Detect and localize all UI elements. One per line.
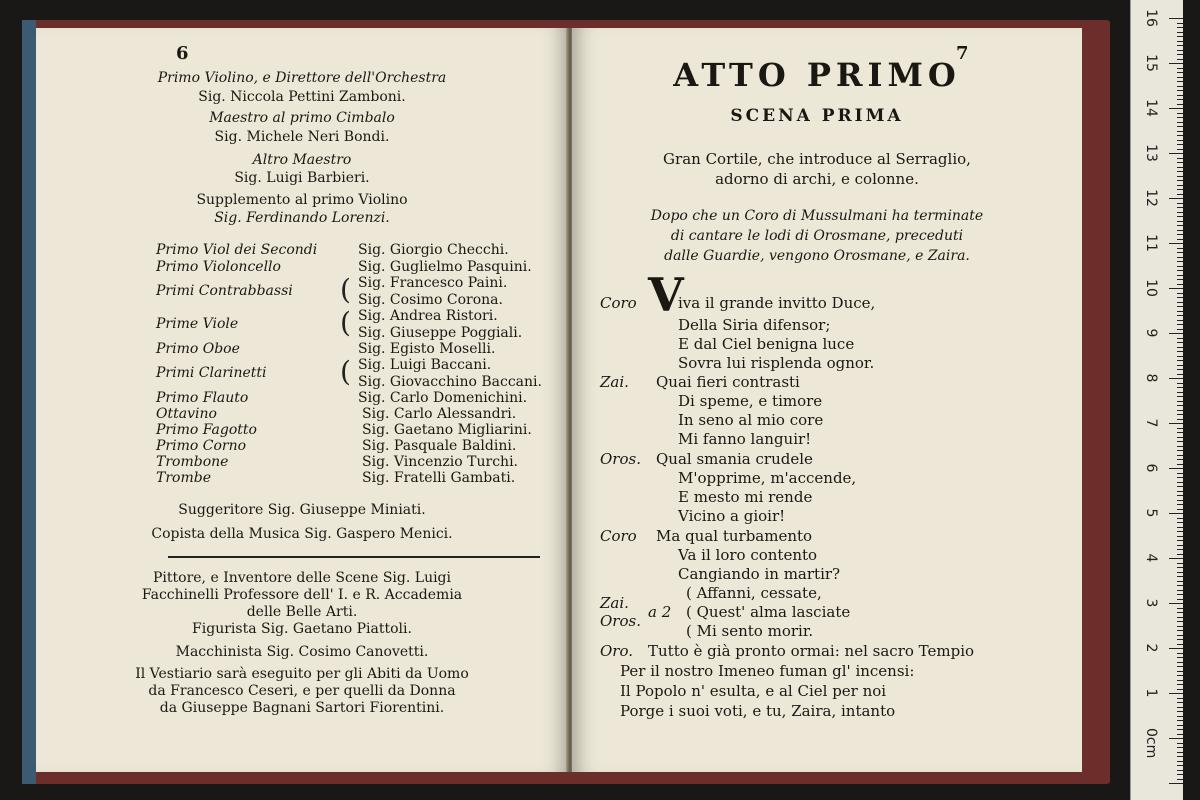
speaker-label: Zai. — [600, 373, 629, 391]
ruler-number: 15 — [1143, 54, 1159, 72]
verse-line: Della Siria difensor; — [678, 316, 831, 334]
ruler-tick — [1177, 135, 1183, 136]
role-label: Primo Flauto — [156, 390, 249, 406]
ruler-tick — [1177, 608, 1183, 609]
drop-cap: V — [648, 268, 684, 322]
ruler-tick — [1177, 131, 1183, 132]
ruler-number: 13 — [1143, 144, 1159, 162]
ruler-tick — [1177, 212, 1183, 213]
closing-line: Porge i suoi voti, e tu, Zaira, intanto — [620, 702, 896, 720]
speaker-label: Oros. — [600, 450, 641, 468]
ruler-tick — [1177, 504, 1183, 505]
ruler-tick — [1177, 383, 1183, 384]
ruler-tick — [1177, 729, 1183, 730]
header-line: Supplemento al primo Violino — [196, 192, 408, 208]
ruler-tick — [1177, 90, 1183, 91]
ruler-tick — [1177, 279, 1183, 280]
ruler-tick — [1177, 162, 1183, 163]
ruler-tick — [1177, 594, 1183, 595]
speaker-label: Coro — [600, 527, 637, 545]
ruler-tick — [1177, 702, 1183, 703]
ruler-tick — [1177, 684, 1183, 685]
verse-line: E dal Ciel benigna luce — [678, 335, 855, 353]
ruler-tick — [1177, 270, 1183, 271]
ruler-tick — [1177, 50, 1183, 51]
ruler-tick — [1177, 77, 1183, 78]
right-page — [572, 28, 1082, 772]
ruler-tick — [1177, 572, 1183, 573]
ruler-tick — [1177, 765, 1183, 766]
verse-line: iva il grande invitto Duce, — [678, 294, 876, 312]
ruler-tick — [1177, 536, 1183, 537]
ruler-tick — [1177, 464, 1183, 465]
closing-line: Per il nostro Imeneo fuman gl' incensi: — [620, 662, 915, 680]
ruler-tick — [1177, 41, 1183, 42]
footer-line: Macchinista Sig. Cosimo Canovetti. — [175, 644, 429, 660]
ruler-tick — [1177, 689, 1183, 690]
ruler-tick — [1177, 311, 1183, 312]
ruler-tick — [1177, 531, 1183, 532]
ruler-tick — [1177, 671, 1183, 672]
ruler-tick — [1177, 774, 1183, 775]
role-name: Sig. Luigi Baccani. — [358, 357, 492, 373]
role-label: Primo Fagotto — [156, 422, 257, 438]
act-title: ATTO PRIMO — [673, 56, 961, 94]
ruler-tick — [1177, 324, 1183, 325]
role-name: Sig. Cosimo Corona. — [358, 292, 503, 308]
role-name: Sig. Gaetano Migliarini. — [362, 422, 532, 438]
role-name: Sig. Vincenzio Turchi. — [362, 454, 518, 470]
book-edge — [22, 20, 36, 784]
role-label: Primo Corno — [156, 438, 247, 454]
ruler-tick — [1177, 216, 1183, 217]
role-label: Prime Viole — [156, 316, 239, 332]
duet-marker: a 2 — [648, 603, 672, 621]
setting-line: Gran Cortile, che introduce al Serraglio, — [663, 150, 971, 168]
ruler-tick — [1177, 410, 1183, 411]
duet-line: ( Affanni, cessate, — [686, 584, 822, 602]
ruler-tick — [1177, 473, 1183, 474]
ruler-tick — [1177, 365, 1183, 366]
ruler-tick — [1177, 239, 1183, 240]
ruler-number: 4 — [1143, 553, 1159, 563]
ruler-tick — [1177, 180, 1183, 181]
ruler-tick — [1177, 698, 1183, 699]
ruler-tick — [1177, 27, 1183, 28]
duet-speaker: Zai. — [600, 594, 629, 612]
ruler-tick — [1177, 549, 1183, 550]
verse-line: Cangiando in martir? — [678, 565, 841, 583]
ruler-tick — [1177, 405, 1183, 406]
ruler-tick — [1177, 189, 1183, 190]
verse-line: M'opprime, m'accende, — [678, 469, 857, 487]
ruler-tick — [1177, 144, 1183, 145]
verse-line: Va il loro contento — [678, 546, 818, 564]
ruler-tick — [1177, 257, 1183, 258]
stage-direction: di cantare le lodi di Orosmane, preceduti — [670, 228, 964, 244]
ruler-tick — [1177, 720, 1183, 721]
ruler-tick — [1177, 680, 1183, 681]
ruler-tick — [1177, 459, 1183, 460]
ruler-tick — [1177, 455, 1183, 456]
ruler-tick — [1177, 509, 1183, 510]
ruler-tick — [1177, 284, 1183, 285]
ruler-tick — [1177, 428, 1183, 429]
ruler-tick — [1177, 149, 1183, 150]
ruler-tick — [1177, 756, 1183, 757]
ruler-tick — [1177, 770, 1183, 771]
ruler-tick — [1169, 288, 1183, 289]
verse-line: Ma qual turbamento — [656, 527, 813, 545]
role-name: Sig. Pasquale Baldini. — [362, 438, 517, 454]
header-line: Sig. Luigi Barbieri. — [234, 170, 370, 186]
measuring-ruler — [1130, 0, 1183, 800]
ruler-tick — [1177, 518, 1183, 519]
ruler-tick — [1177, 527, 1183, 528]
ruler-tick — [1169, 423, 1183, 424]
ruler-tick — [1177, 666, 1183, 667]
ruler-tick — [1177, 360, 1183, 361]
ruler-number: 14 — [1143, 99, 1159, 117]
ruler-tick — [1169, 198, 1183, 199]
role-name: Sig. Carlo Alessandri. — [362, 406, 517, 422]
ruler-tick — [1177, 401, 1183, 402]
ruler-tick — [1169, 63, 1183, 64]
ruler-tick — [1177, 576, 1183, 577]
ruler-tick — [1177, 743, 1183, 744]
ruler-number: 8 — [1143, 373, 1159, 383]
ruler-tick — [1169, 783, 1183, 784]
ruler-tick — [1177, 347, 1183, 348]
ruler-tick — [1177, 396, 1183, 397]
ruler-tick — [1177, 635, 1183, 636]
role-label: Primo Violoncello — [156, 259, 281, 275]
ruler-tick — [1177, 32, 1183, 33]
speaker-label: Coro — [600, 294, 637, 312]
ruler-tick — [1177, 779, 1183, 780]
verse-line: Mi fanno languir! — [678, 430, 812, 448]
ruler-tick — [1177, 707, 1183, 708]
header-line: Altro Maestro — [252, 152, 352, 168]
ruler-tick — [1177, 126, 1183, 127]
ruler-tick — [1169, 603, 1183, 604]
ruler-number: 5 — [1143, 508, 1159, 518]
ruler-tick — [1177, 99, 1183, 100]
ruler-tick — [1169, 558, 1183, 559]
ruler-tick — [1177, 482, 1183, 483]
ruler-tick — [1177, 567, 1183, 568]
ruler-tick — [1177, 117, 1183, 118]
ruler-tick — [1177, 477, 1183, 478]
role-label: Ottavino — [156, 406, 217, 422]
ruler-tick — [1177, 315, 1183, 316]
ruler-tick — [1177, 221, 1183, 222]
verse-line: Quai fieri contrasti — [656, 373, 800, 391]
ruler-number: 16 — [1143, 9, 1159, 27]
ruler-tick — [1177, 158, 1183, 159]
ruler-number: 2 — [1143, 643, 1159, 653]
verse-line: Qual smania crudele — [656, 450, 813, 468]
ruler-tick — [1177, 599, 1183, 600]
ruler-tick — [1177, 563, 1183, 564]
ruler-tick — [1177, 486, 1183, 487]
ruler-tick — [1177, 176, 1183, 177]
left-page — [36, 28, 568, 772]
stage-direction: dalle Guardie, vengono Orosmane, e Zaira. — [664, 248, 970, 264]
verse-line: Sovra lui risplenda ognor. — [678, 354, 875, 372]
ruler-tick — [1169, 378, 1183, 379]
ruler-tick — [1177, 194, 1183, 195]
ruler-tick — [1177, 68, 1183, 69]
page-number: 6 — [176, 43, 189, 64]
ruler-tick — [1177, 581, 1183, 582]
ruler-tick — [1177, 338, 1183, 339]
ruler-tick — [1169, 108, 1183, 109]
role-name: Sig. Fratelli Gambati. — [362, 470, 516, 486]
ruler-tick — [1177, 293, 1183, 294]
ruler-tick — [1177, 351, 1183, 352]
page-number: 7 — [956, 43, 969, 64]
duet-line: ( Mi sento morir. — [686, 622, 814, 640]
ruler-number: 1 — [1143, 688, 1159, 698]
ruler-tick — [1177, 203, 1183, 204]
footer-line: Figurista Sig. Gaetano Piattoli. — [192, 621, 412, 637]
ruler-tick — [1177, 140, 1183, 141]
ruler-tick — [1177, 495, 1183, 496]
ruler-tick — [1177, 414, 1183, 415]
scene-title: SCENA PRIMA — [730, 106, 904, 126]
ruler-tick — [1177, 500, 1183, 501]
ruler-tick — [1177, 81, 1183, 82]
role-label: Primo Viol dei Secondi — [156, 242, 318, 258]
ruler-tick — [1177, 54, 1183, 55]
ruler-tick — [1177, 590, 1183, 591]
ruler-tick — [1169, 648, 1183, 649]
role-name: Sig. Giovacchino Baccani. — [358, 374, 542, 390]
ruler-tick — [1177, 113, 1183, 114]
ruler-tick — [1177, 662, 1183, 663]
ruler-tick — [1177, 329, 1183, 330]
role-label: Primi Contrabbassi — [156, 283, 293, 299]
role-name: Sig. Giuseppe Poggiali. — [358, 325, 523, 341]
ruler-tick — [1169, 468, 1183, 469]
ruler-tick — [1177, 450, 1183, 451]
ruler-tick — [1177, 621, 1183, 622]
ruler-tick — [1177, 626, 1183, 627]
ruler-tick — [1169, 333, 1183, 334]
ruler-tick — [1177, 104, 1183, 105]
header-line: Sig. Michele Neri Bondi. — [214, 129, 390, 145]
ruler-tick — [1177, 306, 1183, 307]
footer-line: Il Vestiario sarà eseguito per gli Abiti da Uomo — [135, 666, 469, 682]
ruler-tick — [1177, 234, 1183, 235]
ruler-tick — [1177, 441, 1183, 442]
ruler-tick — [1177, 752, 1183, 753]
stage-direction: Dopo che un Coro di Mussulmani ha terminate — [650, 208, 984, 224]
header-line: Sig. Ferdinando Lorenzi. — [214, 210, 390, 226]
footer-line: Pittore, e Inventore delle Scene Sig. Luigi — [153, 570, 451, 586]
ruler-tick — [1169, 693, 1183, 694]
ruler-number: 6 — [1143, 463, 1159, 473]
brace: ( — [340, 273, 351, 306]
ruler-tick — [1177, 617, 1183, 618]
ruler-tick — [1177, 545, 1183, 546]
ruler-tick — [1177, 297, 1183, 298]
ruler-tick — [1177, 437, 1183, 438]
brace: ( — [340, 355, 351, 388]
header-line: Sig. Niccola Pettini Zamboni. — [198, 89, 406, 105]
role-name: Sig. Francesco Paini. — [358, 275, 508, 291]
setting-line: adorno di archi, e colonne. — [715, 170, 919, 188]
ruler-tick — [1177, 725, 1183, 726]
ruler-tick — [1177, 639, 1183, 640]
ruler-number: 7 — [1143, 418, 1159, 428]
role-label: Trombone — [156, 454, 229, 470]
role-label: Primi Clarinetti — [156, 365, 267, 381]
ruler-tick — [1177, 540, 1183, 541]
duet-line: ( Quest' alma lasciate — [686, 603, 851, 621]
ruler-tick — [1169, 738, 1183, 739]
role-label: Primo Oboe — [156, 341, 240, 357]
ruler-tick — [1177, 585, 1183, 586]
role-name: Sig. Andrea Ristori. — [358, 308, 498, 324]
ruler-tick — [1177, 716, 1183, 717]
ruler-tick — [1177, 342, 1183, 343]
ruler-tick — [1169, 243, 1183, 244]
ruler-tick — [1177, 86, 1183, 87]
ruler-tick — [1177, 266, 1183, 267]
ruler-number: 3 — [1143, 598, 1159, 608]
footer-line: da Francesco Ceseri, e per quelli da Donna — [148, 683, 456, 699]
ruler-number: 0cm — [1143, 728, 1159, 759]
ruler-tick — [1177, 275, 1183, 276]
ruler-number: 11 — [1143, 234, 1159, 252]
ruler-tick — [1177, 248, 1183, 249]
ruler-number: 12 — [1143, 189, 1159, 207]
verse-line: In seno al mio core — [678, 411, 824, 429]
ruler-tick — [1177, 657, 1183, 658]
footer-line: delle Belle Arti. — [246, 604, 358, 620]
ruler-tick — [1177, 122, 1183, 123]
ruler-tick — [1177, 207, 1183, 208]
speaker-label: Oro. — [600, 642, 634, 660]
closing-line: Il Popolo n' esulta, e al Ciel per noi — [620, 682, 887, 700]
ruler-tick — [1177, 747, 1183, 748]
header-line: Primo Violino, e Direttore dell'Orchestra — [157, 70, 447, 86]
ruler-tick — [1177, 369, 1183, 370]
ruler-tick — [1177, 185, 1183, 186]
duet-speaker: Oros. — [600, 612, 641, 630]
ruler-tick — [1177, 167, 1183, 168]
ruler-tick — [1169, 513, 1183, 514]
ruler-tick — [1177, 387, 1183, 388]
ruler-tick — [1169, 153, 1183, 154]
role-name: Sig. Carlo Domenichini. — [358, 390, 528, 406]
role-label: Trombe — [156, 470, 211, 486]
ruler-tick — [1177, 374, 1183, 375]
verse-line: Vicino a gioir! — [678, 507, 786, 525]
footer-line: Facchinelli Professore dell' I. e R. Accademia — [141, 587, 463, 603]
role-name: Sig. Guglielmo Pasquini. — [358, 259, 532, 275]
ruler-tick — [1177, 392, 1183, 393]
role-name: Sig. Giorgio Checchi. — [358, 242, 509, 258]
brace: ( — [340, 306, 351, 339]
ruler-tick — [1177, 95, 1183, 96]
prompter-credit: Suggeritore Sig. Giuseppe Miniati. — [178, 502, 426, 518]
closing-line: Tutto è già pronto ormai: nel sacro Tempio — [648, 642, 975, 660]
ruler-tick — [1177, 644, 1183, 645]
ruler-tick — [1177, 612, 1183, 613]
ruler-tick — [1177, 446, 1183, 447]
ruler-tick — [1177, 630, 1183, 631]
ruler-tick — [1177, 261, 1183, 262]
role-name: Sig. Egisto Moselli. — [358, 341, 496, 357]
ruler-tick — [1177, 45, 1183, 46]
ruler-tick — [1177, 761, 1183, 762]
ruler-tick — [1177, 36, 1183, 37]
ruler-tick — [1169, 18, 1183, 19]
ruler-tick — [1177, 711, 1183, 712]
copyist-credit: Copista della Musica Sig. Gaspero Menici. — [151, 526, 453, 542]
header-line: Maestro al primo Cimbalo — [209, 110, 395, 126]
footer-line: da Giuseppe Bagnani Sartori Fiorentini. — [159, 700, 445, 716]
ruler-tick — [1177, 72, 1183, 73]
verse-line: Di speme, e timore — [678, 392, 823, 410]
divider-rule — [168, 556, 540, 558]
ruler-tick — [1177, 320, 1183, 321]
ruler-tick — [1177, 554, 1183, 555]
ruler-tick — [1177, 419, 1183, 420]
ruler-tick — [1177, 302, 1183, 303]
ruler-tick — [1177, 675, 1183, 676]
ruler-tick — [1177, 356, 1183, 357]
ruler-tick — [1177, 23, 1183, 24]
ruler-tick — [1177, 59, 1183, 60]
ruler-tick — [1177, 653, 1183, 654]
ruler-tick — [1177, 491, 1183, 492]
verse-line: E mesto mi rende — [678, 488, 813, 506]
ruler-tick — [1177, 171, 1183, 172]
ruler-tick — [1177, 252, 1183, 253]
ruler-tick — [1177, 734, 1183, 735]
ruler-tick — [1177, 230, 1183, 231]
ruler-tick — [1177, 522, 1183, 523]
ruler-tick — [1177, 432, 1183, 433]
ruler-number: 10 — [1143, 279, 1159, 297]
ruler-tick — [1177, 225, 1183, 226]
ruler-number: 9 — [1143, 328, 1159, 338]
